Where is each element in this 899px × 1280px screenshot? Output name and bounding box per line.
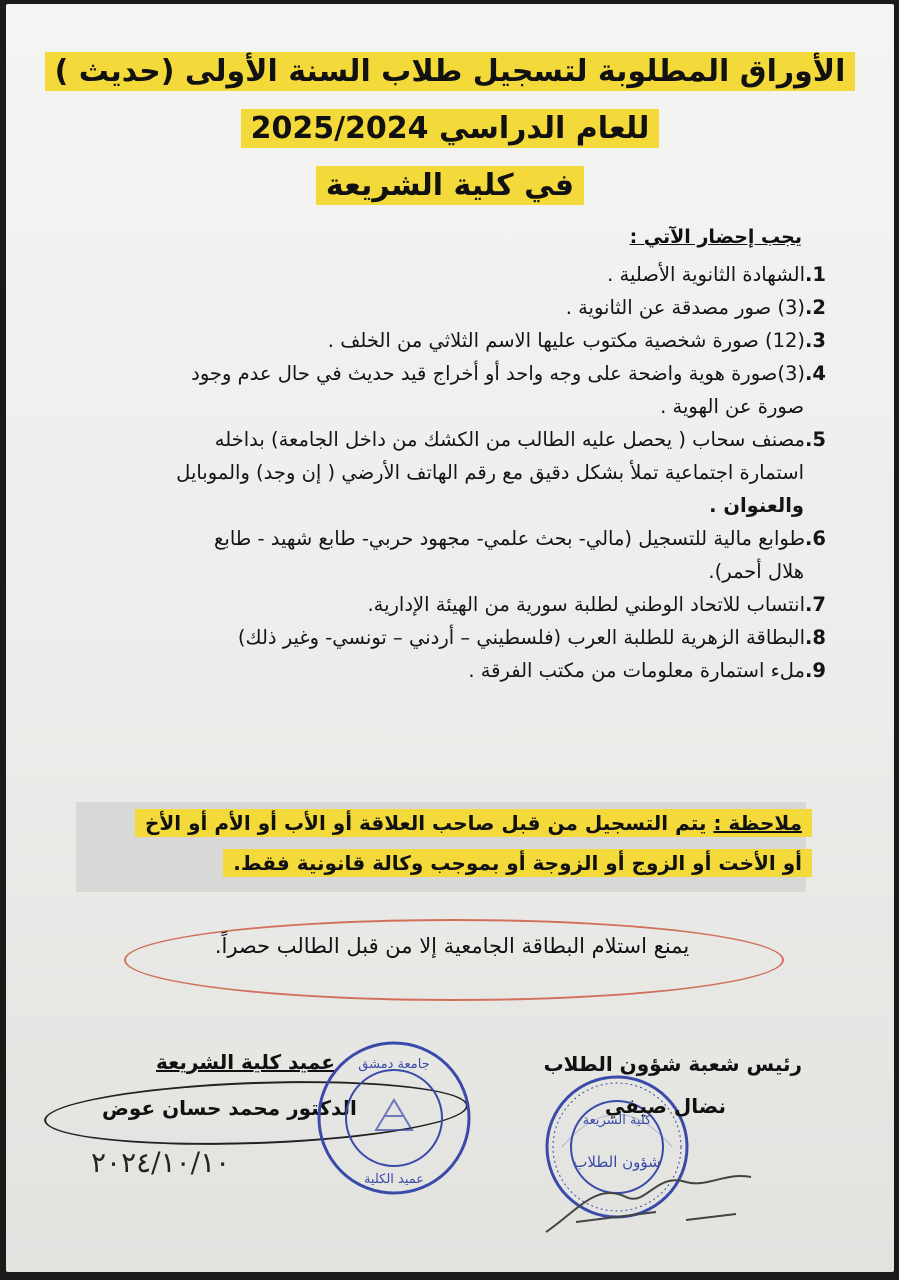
dean-stamp-inner: عميد الكلية <box>363 1172 425 1187</box>
right-stamp-outer: كلية الشريعة <box>582 1113 652 1128</box>
list-item: 2.(3) صور مصدقة عن الثانوية . <box>565 296 826 319</box>
dean-stamp-outer: جامعة دمشق <box>358 1057 430 1072</box>
list-item: 3.(12) صورة شخصية مكتوب عليها الاسم الثلاثي من الخلف . <box>327 329 826 352</box>
list-item: 9.ملء استمارة معلومات من مكتب الفرقة . <box>468 659 826 682</box>
dean-title: عميد كلية الشريعة <box>156 1050 335 1074</box>
note-line-2: أو الأخت أو الزوج أو الزوجة أو بموجب وكالة قانونية فقط. <box>223 846 812 880</box>
title-line-2: للعام الدراسي 2025/2024 <box>6 111 894 146</box>
list-item: 1.الشهادة الثانوية الأصلية . <box>607 263 826 286</box>
note-box <box>76 802 806 892</box>
warning-ellipse <box>124 919 784 1001</box>
title-line-1: الأوراق المطلوبة لتسجيل طلاب السنة الأولى (حديث ) <box>6 54 894 89</box>
dean-stamp <box>314 1038 474 1198</box>
note-label: ملاحظة : <box>713 811 802 835</box>
right-handwritten-signature <box>536 1142 766 1242</box>
dean-name: الدكتور محمد حسان عوض <box>102 1096 357 1120</box>
student-affairs-title: رئيس شعبة شؤون الطلاب <box>543 1052 802 1076</box>
right-stamp-inner: شؤون الطلاب <box>573 1153 661 1171</box>
note-line-1: ملاحظة : يتم التسجيل من قبل صاحب العلاقة أو الأب أو الأم أو الأخ <box>135 806 812 840</box>
list-item: 4.(3)صورة هوية واضحة على وجه واحد أو أخراج قيد حديث في حال عدم وجود صورة عن الهوية . <box>191 362 826 418</box>
document-page <box>6 4 894 1272</box>
student-affairs-name: نضال صيفي <box>604 1094 726 1118</box>
list-item: 8.البطاقة الزهرية للطلبة العرب (فلسطيني – أردني – تونسي- وغير ذلك) <box>237 626 826 649</box>
list-item: 6.طوابع مالية للتسجيل (مالي- بحث علمي- مجهود حربي- طابع شهيد - طابع هلال أحمر). <box>214 527 826 583</box>
requirements-list <box>70 258 826 687</box>
warning-text: يمنع استلام البطاقة الجامعية إلا من قبل الطالب حصراً. <box>214 934 690 958</box>
signature-date: ٢٠٢٤/١٠/١٠ <box>91 1146 231 1179</box>
list-item: 7.انتساب للاتحاد الوطني لطلبة سورية من الهيئة الإدارية. <box>367 593 826 616</box>
requirements-heading: يجب إحضار الآتي : <box>629 226 802 248</box>
title-line-3: في كلية الشريعة <box>6 168 894 203</box>
list-item: 5.مصنف سحاب ( يحصل عليه الطالب من الكشك من داخل الجامعة) بداخله استمارة اجتماعية تملأ بشكل دقيق مع رقم الهاتف الأرضي ( إن وجد) والموبايل والعنوان . <box>176 428 826 517</box>
